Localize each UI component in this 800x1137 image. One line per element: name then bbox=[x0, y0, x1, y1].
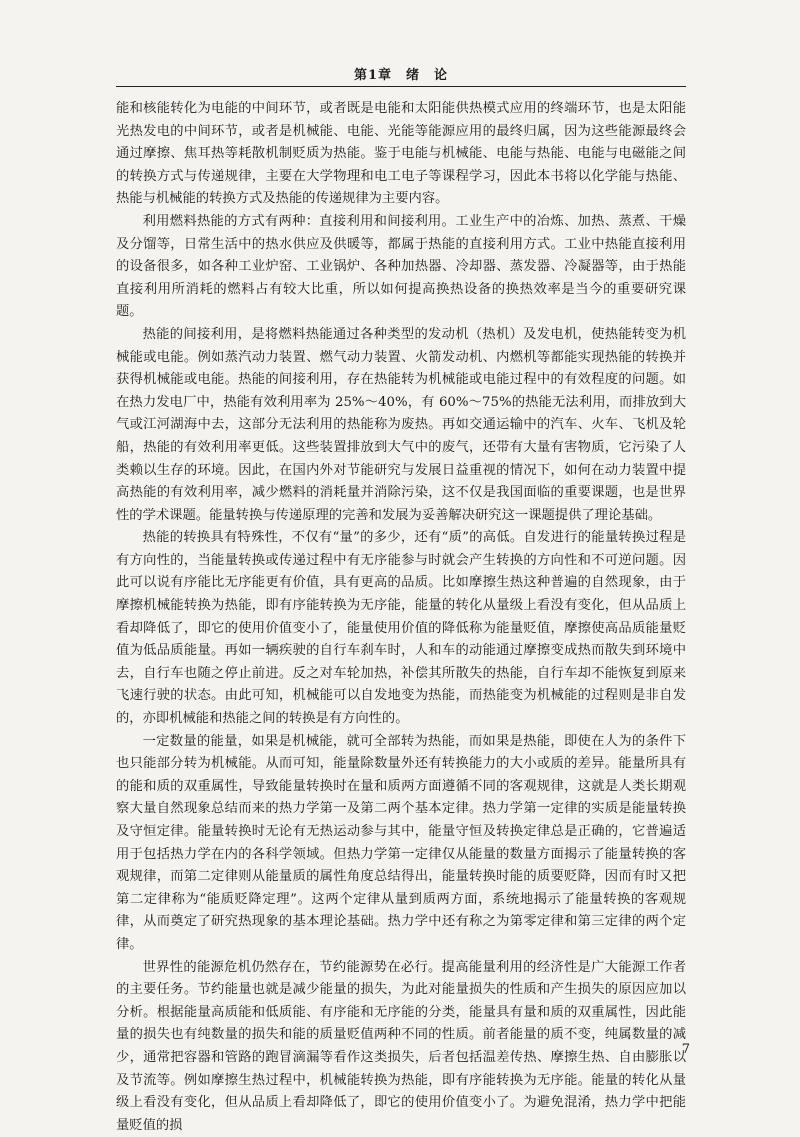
paragraph: 世界性的能源危机仍然存在，节约能源势在必行。提高能量利用的经济性是广大能源工作者的主要任务。节约能量也就是减少能量的损失，为此对能量损失的性质和产生损失的原因应加以分析。根据能量高质能和低质能、有序能和无序能的分类，能量具有量和质的双重属性，因此能量的损失也有纯数量的损失和能的质量贬值两种不同的性质。前者能量的质不变，纯属数量的减少，通常把容器和管路的跑冒滴漏等看作这类损失，后者包括温差传热、摩擦生热、自由膨胀以及节流等。例如摩擦生热过程中，机械能转换为热能，即有序能转换为无序能。能量的转化从量级上看没有变化，但从品质上看却降低了，即它的使用价值变小了。为避免混淆，热力学中把能量贬值的损 bbox=[116, 959, 686, 1133]
page-number: 7 bbox=[681, 1042, 690, 1057]
body-text bbox=[116, 98, 686, 1137]
paragraph: 热能的转换具有特殊性，不仅有“量”的多少，还有“质”的高低。自发进行的能量转换过程是有方向性的，当能量转换或传递过程中有无序能参与时就会产生转换的方向性和不可逆问题。因此可以说有序能比无序能更有价值，具有更高的品质。比如摩擦生热这种普遍的自然现象，由于摩擦机械能转换为热能，即有序能转换为无序能，能量的转化从量级上看没有变化，但从品质上看却降低了，即它的使用价值变小了，能量使用价值的降低称为能量贬值，摩擦使高品质能量贬值为低品质能量。再如一辆疾驶的自行车刹车时，人和车的动能通过摩擦变成热而散失到环境中去，自行车也随之停止前进。反之对车轮加热，补偿其所散失的热能，自行车却不能恢复到原来飞速行驶的状态。由此可知，机械能可以自发地变为热能，而热能变为机械能的过程则是非自发的，亦即机械能和热能之间的转换是有方向性的。 bbox=[116, 530, 686, 727]
paragraph: 热能的间接利用，是将燃料热能通过各种类型的发动机（热机）及发电机，使热能转变为机械能或电能。例如蒸汽动力装置、燃气动力装置、火箭发动机、内燃机等都能实现热能的转换并获得机械能或电能。热能的间接利用，存在热能转为机械能或电能过程中的有效程度的问题。如在热力发电厂中，热能有效利用率为 25%～40%，有 60%～75%的热能无法利用，而排放到大气或江河湖海中去，这部分无法利用的热能称为废热。再如交通运输中的汽车、火车、飞机及轮船，热能的有效利用率更低。这些装置排放到大气中的废气，还带有大量有害物质，它污染了人类赖以生存的环境。因此，在国内外对节能研究与发展日益重视的情况下，如何在动力装置中提高热能的有效利用率，减少燃料的消耗量并消除污染，这不仅是我国面临的重要课题，也是世界性的学术课题。能量转换与传递原理的完善和发展为妥善解决研究这一课题提供了理论基础。 bbox=[116, 326, 686, 523]
paragraph: 利用燃料热能的方式有两种：直接利用和间接利用。工业生产中的冶炼、加热、蒸煮、干燥及分馏等，日常生活中的热水供应及供暖等，都属于热能的直接利用方式。工业中热能直接利用的设备很多，如各种工业炉窑、工业锅炉、各种加热器、冷却器、蒸发器、冷凝器等，由于热能直接利用所消耗的燃料占有较大比重，所以如何提高换热设备的换热效率是当今的重要研究课题。 bbox=[116, 213, 686, 320]
paragraph: 一定数量的能量，如果是机械能，就可全部转为热能，而如果是热能，即使在人为的条件下也只能部分转为机械能。从而可知，能量除数量外还有转换能力的大小或质的差异。能量所具有的能和质的双重属性，导致能量转换时在量和质两方面遵循不同的客观规律，这就是人类长期观察大量自然现象总结而来的热力学第一及第二两个基本定律。热力学第一定律的实质是能量转换及守恒定律。能量转换时无论有无热运动参与其中，能量守恒及转换定律总是正确的，它普遍适用于包括热力学在内的各科学领域。但热力学第一定律仅从能量的数量方面揭示了能量转换的客观规律，而第二定律则从能量质的属性角度总结得出，能量转换时能的质要贬降，因而有时又把第二定律称为“能质贬降定理”。这两个定律从量到质两方面，系统地揭示了能量转换的客观规律，从而奠定了研究热现象的基本理论基础。热力学中还有称之为第零定律和第三定律的两个定律。 bbox=[116, 733, 686, 952]
paragraph: 能和核能转化为电能的中间环节，或者既是电能和太阳能供热模式应用的终端环节，也是太阳能光热发电的中间环节，或者是机械能、电能、光能等能源应用的最终归属，因为这些能源最终会通过摩擦、焦耳热等耗散机制贬质为热能。鉴于电能与机械能、电能与热能、电能与电磁能之间的转换方式与传递规律，主要在大学物理和电工电子等课程学习，因此本书将以化学能与热能、热能与机械能的转换方式及热能的传递规律为主要内容。 bbox=[116, 101, 686, 207]
header-rule bbox=[116, 86, 686, 87]
running-head: 第1章 绪 论 bbox=[353, 68, 449, 83]
